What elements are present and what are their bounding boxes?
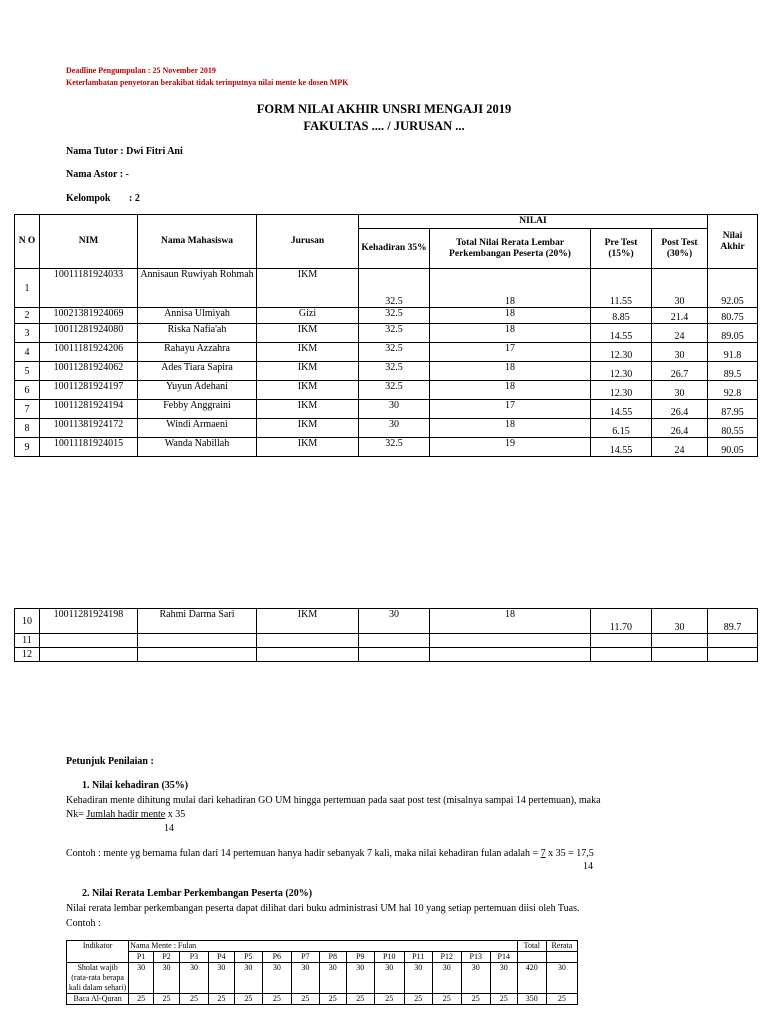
example-value: 30 (432, 963, 461, 994)
example-indikator: Sholat wajib (rata-rata berapa kali dalam sehari) (67, 963, 129, 994)
row-jurusan: IKM (257, 381, 359, 400)
row-post-test: 26.7 (652, 362, 708, 381)
row-lembar: 18 (430, 308, 591, 324)
row-pre-test: 12.30 (591, 343, 652, 362)
example-value: 30 (129, 963, 154, 994)
section2-text: Nilai rerata lembar perkembangan peserta dapat dilihat dari buku administrasi UM hal 10 yang setiap pertemuan diisi oleh Tuas. (66, 903, 580, 914)
row-no: 4 (15, 343, 40, 362)
example-value: 25 (346, 994, 374, 1005)
example-text: Contoh : mente yg bernama fulan dari 14 pertemuan hanya hadir sebanyak 7 kali, maka nilai kehadiran fulan adalah = (66, 848, 541, 859)
example-header-nama-mente: Nama Mente : Fulan (129, 941, 518, 952)
example-value: 25 (262, 994, 291, 1005)
example-header-empty (517, 952, 546, 963)
row-no: 10 (15, 609, 40, 634)
example-value: 30 (262, 963, 291, 994)
row-kehadiran (359, 634, 430, 648)
example-row (67, 994, 578, 1005)
section2-title: 2. Nilai Rerata Lembar Perkembangan Peserta (20%) (82, 888, 313, 899)
row-lembar (430, 648, 591, 662)
row-no: 12 (15, 648, 40, 662)
row-pre-test: 11.70 (591, 609, 652, 634)
row-post-test: 24 (652, 324, 708, 343)
row-post-test: 21.4 (652, 308, 708, 324)
row-lembar: 18 (430, 362, 591, 381)
row-pre-test: 12.30 (591, 362, 652, 381)
example-value: 25 (179, 994, 208, 1005)
example-value: 30 (234, 963, 262, 994)
row-pre-test (591, 648, 652, 662)
example-header-p: P2 (154, 952, 180, 963)
example-header-total: Total (517, 941, 546, 952)
example-value: 25 (490, 994, 517, 1005)
example-header-p: P13 (461, 952, 490, 963)
example-header-p: P1 (129, 952, 154, 963)
deadline-note: Deadline Pengumpulan : 25 November 2019 (66, 66, 216, 75)
example-header-p: P12 (432, 952, 461, 963)
grade-table-continued (14, 608, 758, 662)
example-header-p: P6 (262, 952, 291, 963)
row-nilai-akhir: 89.05 (708, 324, 758, 343)
example-total: 420 (517, 963, 546, 994)
row-kehadiran (359, 648, 430, 662)
example-value: 25 (319, 994, 346, 1005)
table-row (15, 362, 758, 381)
row-post-test (652, 648, 708, 662)
row-kehadiran: 32.5 (359, 438, 430, 457)
section1-example (66, 848, 594, 859)
example-value: 25 (404, 994, 432, 1005)
example-suffix: x 35 = 17,5 (545, 848, 594, 859)
row-pre-test: 12.30 (591, 381, 652, 400)
table-row (15, 308, 758, 324)
row-jurusan: Gizi (257, 308, 359, 324)
row-lembar: 18 (430, 609, 591, 634)
section2-contoh: Contoh : (66, 918, 101, 929)
row-jurusan: IKM (257, 438, 359, 457)
late-warning-note: Keterlambatan penyetoran berakibat tidak terinputnya nilai mente ke dosen MPK (66, 78, 349, 87)
table-row (15, 419, 758, 438)
header-nama: Nama Mahasiswa (138, 215, 257, 269)
header-jurusan: Jurusan (257, 215, 359, 269)
example-value: 25 (234, 994, 262, 1005)
example-value: 30 (346, 963, 374, 994)
row-nama: Annisa Ulmiyah (138, 308, 257, 324)
row-post-test: 30 (652, 381, 708, 400)
example-value: 30 (208, 963, 234, 994)
table-row (15, 634, 758, 648)
row-nama: Rahayu Azzahra (138, 343, 257, 362)
row-lembar: 18 (430, 419, 591, 438)
header-pre-test: Pre Test (15%) (591, 229, 652, 269)
row-pre-test: 14.55 (591, 324, 652, 343)
row-nim (40, 634, 138, 648)
row-lembar: 18 (430, 381, 591, 400)
table-row (15, 343, 758, 362)
table-row (15, 438, 758, 457)
row-lembar (430, 634, 591, 648)
example-value: 25 (291, 994, 319, 1005)
grade-table (14, 214, 758, 457)
formula-denominator: 14 (164, 823, 174, 834)
row-nim: 10011181924015 (40, 438, 138, 457)
row-no: 11 (15, 634, 40, 648)
example-value: 25 (461, 994, 490, 1005)
row-nama (138, 634, 257, 648)
example-value: 25 (154, 994, 180, 1005)
header-post-test: Post Test (30%) (652, 229, 708, 269)
row-nama: Riska Nafia'ah (138, 324, 257, 343)
row-lembar: 17 (430, 343, 591, 362)
row-nim: 10011281924062 (40, 362, 138, 381)
row-nama: Annisaun Ruwiyah Rohmah (138, 269, 257, 308)
example-denominator: 14 (583, 861, 593, 872)
example-header-empty (546, 952, 577, 963)
section1-formula (66, 809, 185, 820)
formula-numerator: Jumlah hadir mente (86, 809, 166, 820)
row-nilai-akhir: 80.75 (708, 308, 758, 324)
table-row (15, 609, 758, 634)
row-jurusan: IKM (257, 400, 359, 419)
formula-prefix: Nk= (66, 809, 87, 820)
row-pre-test: 11.55 (591, 269, 652, 308)
table-row (15, 381, 758, 400)
form-subtitle: FAKULTAS .... / JURUSAN ... (303, 119, 465, 133)
example-value: 30 (490, 963, 517, 994)
row-kehadiran: 32.5 (359, 324, 430, 343)
row-nim: 10011181924033 (40, 269, 138, 308)
example-value: 25 (129, 994, 154, 1005)
row-no: 3 (15, 324, 40, 343)
row-nilai-akhir: 92.05 (708, 269, 758, 308)
row-nilai-akhir: 89.7 (708, 609, 758, 634)
header-nim: NIM (40, 215, 138, 269)
example-row (67, 963, 578, 994)
example-header-rerata: Rerata (546, 941, 577, 952)
row-kehadiran: 32.5 (359, 362, 430, 381)
row-no: 2 (15, 308, 40, 324)
row-kehadiran: 32.5 (359, 381, 430, 400)
row-no: 8 (15, 419, 40, 438)
row-jurusan (257, 634, 359, 648)
row-lembar: 17 (430, 400, 591, 419)
example-indikator: Baca Al-Quran (67, 994, 129, 1005)
example-header-p: P14 (490, 952, 517, 963)
row-pre-test: 6.15 (591, 419, 652, 438)
row-no: 1 (15, 269, 40, 308)
row-kehadiran: 32.5 (359, 269, 430, 308)
row-post-test (652, 634, 708, 648)
row-jurusan: IKM (257, 609, 359, 634)
example-value: 30 (291, 963, 319, 994)
row-nilai-akhir: 80.55 (708, 419, 758, 438)
example-value: 30 (374, 963, 404, 994)
example-value: 25 (208, 994, 234, 1005)
section1-title: 1. Nilai kehadiran (35%) (82, 780, 189, 791)
row-nama: Windi Armaeni (138, 419, 257, 438)
row-nilai-akhir: 91.8 (708, 343, 758, 362)
astor-name: Nama Astor : - (66, 169, 129, 180)
row-kehadiran: 30 (359, 400, 430, 419)
table-row (15, 269, 758, 308)
example-rerata: 30 (546, 963, 577, 994)
row-jurusan: IKM (257, 269, 359, 308)
header-no: N O (15, 215, 40, 269)
row-no: 5 (15, 362, 40, 381)
form-title: FORM NILAI AKHIR UNSRI MENGAJI 2019 (256, 102, 512, 116)
row-nama: Rahmi Darma Sari (138, 609, 257, 634)
example-header-p: P9 (346, 952, 374, 963)
example-value: 25 (432, 994, 461, 1005)
row-nilai-akhir: 87.95 (708, 400, 758, 419)
header-kehadiran: Kehadiran 35% (359, 229, 430, 269)
row-jurusan: IKM (257, 343, 359, 362)
row-nilai-akhir (708, 634, 758, 648)
row-nama: Febby Anggraini (138, 400, 257, 419)
row-pre-test: 8.85 (591, 308, 652, 324)
example-value: 30 (179, 963, 208, 994)
example-header-p: P11 (404, 952, 432, 963)
example-table (66, 940, 578, 1005)
row-post-test: 30 (652, 269, 708, 308)
tutor-name: Nama Tutor : Dwi Fitri Ani (66, 146, 183, 157)
row-nim: 10011281924198 (40, 609, 138, 634)
row-nama (138, 648, 257, 662)
table-row (15, 648, 758, 662)
header-nilai: NILAI (359, 215, 708, 229)
row-jurusan: IKM (257, 362, 359, 381)
example-header-p: P10 (374, 952, 404, 963)
row-nama: Wanda Nabillah (138, 438, 257, 457)
row-kehadiran: 32.5 (359, 343, 430, 362)
example-header-p: P5 (234, 952, 262, 963)
row-nim: 10011281924080 (40, 324, 138, 343)
row-post-test: 30 (652, 343, 708, 362)
example-total: 350 (517, 994, 546, 1005)
example-value: 25 (374, 994, 404, 1005)
example-value: 30 (319, 963, 346, 994)
row-nim: 10011281924197 (40, 381, 138, 400)
row-no: 6 (15, 381, 40, 400)
row-no: 9 (15, 438, 40, 457)
row-post-test: 30 (652, 609, 708, 634)
row-nilai-akhir: 89.5 (708, 362, 758, 381)
kelompok-value: : 2 (129, 193, 140, 204)
row-nama: Yuyun Adehani (138, 381, 257, 400)
formula-suffix: x 35 (165, 809, 186, 820)
row-nim: 10011381924172 (40, 419, 138, 438)
row-nim: 10021381924069 (40, 308, 138, 324)
header-nilai-akhir: Nilai Akhir (708, 215, 758, 269)
example-header-indikator: Indikator (67, 941, 129, 963)
section1-text: Kehadiran mente dihitung mulai dari kehadiran GO UM hingga pertemuan pada saat post test (misalnya sampai 14 pertemuan), maka (66, 795, 601, 806)
row-nilai-akhir (708, 648, 758, 662)
kelompok-label: Kelompok (66, 193, 111, 204)
row-nilai-akhir: 92.8 (708, 381, 758, 400)
example-header-p: P8 (319, 952, 346, 963)
row-nim (40, 648, 138, 662)
row-lembar: 19 (430, 438, 591, 457)
row-post-test: 26.4 (652, 419, 708, 438)
row-no: 7 (15, 400, 40, 419)
row-kehadiran: 30 (359, 419, 430, 438)
example-rerata: 25 (546, 994, 577, 1005)
example-header-p: P3 (179, 952, 208, 963)
table-row (15, 324, 758, 343)
row-pre-test: 14.55 (591, 400, 652, 419)
row-nama: Ades Tiara Sapira (138, 362, 257, 381)
example-numerator: 7 (540, 848, 546, 859)
row-nim: 10011181924206 (40, 343, 138, 362)
example-header-p: P4 (208, 952, 234, 963)
row-post-test: 26.4 (652, 400, 708, 419)
row-nim: 10011281924194 (40, 400, 138, 419)
header-lembar: Total Nilai Rerata Lembar Perkembangan Peserta (20%) (430, 229, 591, 269)
petunjuk-heading: Petunjuk Penilaian : (66, 756, 154, 767)
row-kehadiran: 32.5 (359, 308, 430, 324)
row-nilai-akhir: 90.05 (708, 438, 758, 457)
table-row (15, 400, 758, 419)
row-jurusan (257, 648, 359, 662)
row-post-test: 24 (652, 438, 708, 457)
row-pre-test (591, 634, 652, 648)
example-value: 30 (154, 963, 180, 994)
row-kehadiran: 30 (359, 609, 430, 634)
example-value: 30 (404, 963, 432, 994)
row-pre-test: 14.55 (591, 438, 652, 457)
row-jurusan: IKM (257, 324, 359, 343)
row-jurusan: IKM (257, 419, 359, 438)
row-lembar: 18 (430, 269, 591, 308)
example-header-p: P7 (291, 952, 319, 963)
row-lembar: 18 (430, 324, 591, 343)
example-value: 30 (461, 963, 490, 994)
